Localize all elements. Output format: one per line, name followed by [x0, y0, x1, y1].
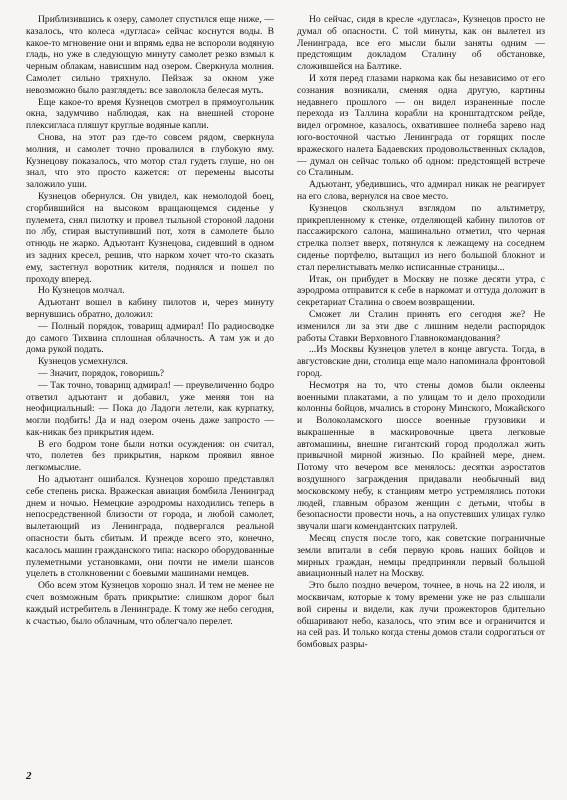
text-columns [26, 14, 545, 784]
paragraph: Сможет ли Сталин принять его сегодня же? Не изменился ли за эти две с лишним недели распорядок работы Ставки Верховного Главнокомандования? [297, 308, 545, 344]
paragraph: Это было поздно вечером, точнее, в ночь на 22 июля, и москвичам, которые к тому времени уже не раз слышали вой сирены и видели, как лучи прожекторов бдительно обшаривают небо, казалось, что этим все и ограничится и на сей раз. И только когда стены домов стали содрогаться от бомбовых разры- [297, 580, 545, 651]
left-column [26, 14, 274, 784]
paragraph: Кузнецов обернулся. Он увидел, как немолодой боец, сгорбившийся на высоком вращающемся сиденье у пулемета, снял пилотку и провел тыльной стороной ладони по лбу, стирая выступивший пот, хотя в самолете было отнюдь не жарко. Адъютант Кузнецова, сидевший в одном из задних кресел, решив, что нарком хочет что-то сказать ему, застегнул воротник кителя, поднялся и пошел по проходу вперед. [26, 190, 274, 285]
paragraph: Но адъютант ошибался. Кузнецов хорошо представлял себе степень риска. Вражеская авиация бомбила Ленинград днем и ночью. Немецкие аэродромы находились теперь в непосредственной близости от города, и любой самолет, вылетающий из Ленинграда, подвергался реальной опасности быть сбитым. И прежде всего это, конечно, касалось машин гражданского типа: наскоро оборудованные пулеметными установками, они почти не имели шансов уцелеть в столкновении с боевыми машинами немцев. [26, 474, 274, 580]
paragraph: Адъютант, убедившись, что адмирал никак не реагирует на его слова, вернулся на свое место. [297, 179, 545, 202]
paragraph: — Значит, порядок, говоришь? [38, 367, 165, 379]
paragraph: — Так точно, товарищ адмирал! — преувеличенно бодро ответил адъютант и добавил, уже меняя тон на неофициальный: — Пока до Ладоги летели, как курпатку, могли подбить! Да и над озером очень даже запросто — как-никак без прикрытия идем. [26, 379, 274, 438]
paragraph: Месяц спустя после того, как советские пограничные земли впитали в себя первую кровь наших бойцов и мирных граждан, немцы предприняли первый большой авиационный налет на Москву. [297, 533, 545, 580]
paragraph: Приблизившись к озеру, самолет спустился еще ниже, — казалось, что колеса «дугласа» сейчас коснутся воды. В какое-то мгновение они и впрямь едва не вспороли водяную гладь, но уже в следующую минуту самолет резко взмыл к черным облакам, нависшим над озером. Сверкнула молния. Самолет сильно тряхнуло. Пейзаж за окном уже невозможно было разглядеть: все заволокла белесая муть. [26, 14, 274, 96]
paragraph: Адъютант вошел в кабину пилотов и, через минуту вернувшись обратно, доложил: [26, 297, 274, 320]
paragraph: Кузнецов усмехнулся. [38, 356, 128, 368]
paragraph: Итак, он прибудет в Москву не позже десяти утра, с аэродрома отправится к себе в наркомат и оттуда доложит в секретариат Сталина о своем возвращении. [297, 273, 545, 309]
paragraph: ...Из Москвы Кузнецов улетел в конце августа. Тогда, в августовские дни, столица еще мало напоминала фронтовой город. [297, 344, 545, 379]
paragraph: Обо всем этом Кузнецов хорошо знал. И тем не менее не счел возможным брать прикрытие: слишком дорог был каждый истребитель в Ленинграде. К тому же небо сегодня, к счастью, было облачным, что облегчало перелет. [26, 580, 274, 627]
paragraph: Еще какое-то время Кузнецов смотрел в прямоугольник окна, задумчиво наблюдая, как на внешней стороне плексигласа пляшут круглые водяные капли. [26, 96, 274, 132]
paragraph: И хотя перед глазами наркома как бы независимо от его сознания возникали, сменяя одна другую, картины недавнего прошлого — он видел израненные после перехода из Таллина корабли на кронштадтском рейде, видел огромное, казалось, охватившее полнеба зарево над юго-восточной частью Ленинграда от горящих после вражеского налета Бадаевских продовольственных складов, — думал он сейчас только об одном: предстоящей встрече со Сталиным. [297, 72, 545, 179]
paragraph: Но Кузнецов молчал. [38, 285, 125, 297]
page-number: 2 [26, 770, 32, 782]
paragraph: Кузнецов скользнул взглядом по альтиметру, прикрепленному к стенке, отделяющей кабину пилотов от пассажирского салона, машинально отметил, что черная стрелка ползет вверх, потянулся к лежащему на соседнем сиденье портфелю, вытащил из него большой блокнот и стал перелистывать мелко исписанные страницы... [297, 202, 545, 273]
paragraph: В его бодром тоне были нотки осуждения: он считал, что, полетев без прикрытия, нарком проявил явное легкомыслие. [26, 438, 274, 474]
paragraph: Но сейчас, сидя в кресле «дугласа», Кузнецов просто не думал об опасности. С той минуты, как он вылетел из Ленинграда, все его мысли были заняты одним — предстоящим докладом Сталину об обстановке, сложившейся на Балтике. [297, 14, 545, 73]
paragraph: — Полный порядок, товарищ адмирал! По радиосводке до самого Тихвина сплошная облачность. А там уж и до дома рукой подать. [26, 320, 274, 356]
paragraph: Несмотря на то, что стены домов были оклеены военными плакатами, а по улицам то и дело проходили колонны бойцов, мчались в сторону Минского, Можайского и Волоколамского шоссе военные грузовики и выкрашенные в маскировочные цвета легковые автомашины, внешне гигантский город продолжал жить привычной мирной жизнью. По крайней мере, днем. Потому что вечером все менялось: десятки аэростатов воздушного заграждения придавали необычный вид московскому небу, к станциям метро устремлялись потоки людей, главным образом женщин с детьми, чтобы в безопасности провести ночь, а на опустевших улицах гулко звучали шаги комендантских патрулей. [297, 379, 545, 533]
right-column [297, 14, 545, 784]
paragraph: Снова, на этот раз где-то совсем рядом, сверкнула молния, и самолет точно провалился в глубокую яму. Кузнецову показалось, что мотор стал гудеть глуше, но он знал, что это просто кажется: от перемены высоты заложило уши. [26, 131, 274, 191]
